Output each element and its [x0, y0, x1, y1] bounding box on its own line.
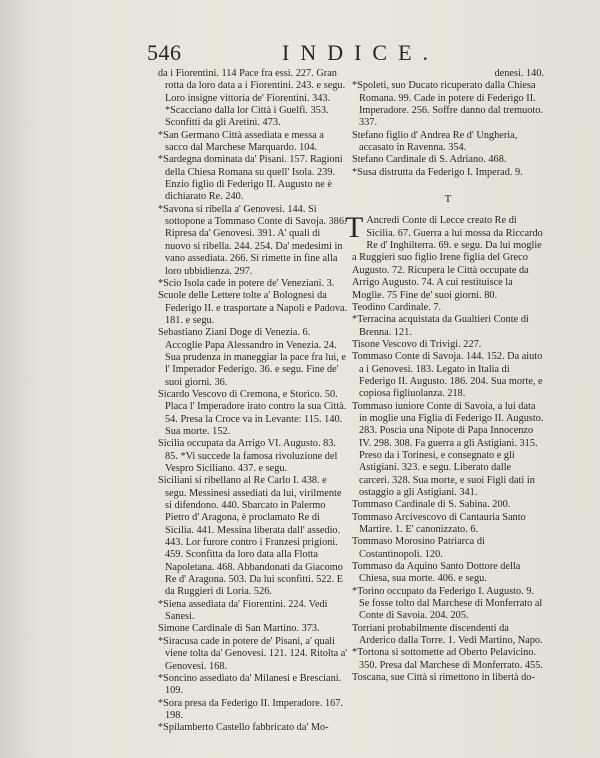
index-entry: Tommaso Morosino Patriarca di Costantinopoli. 120. — [352, 536, 485, 560]
index-entry: *Sora presa da Federigo II. Imperadore. 167. 198. — [158, 697, 343, 721]
index-entry: *Soncino assediato da' Milanesi e Bresciani. 109. — [158, 672, 342, 697]
index-entry: *Tortona si sottomette ad Oberto Pelavicino. 350. Presa dal Marchese di Monferrato. 455. — [352, 647, 543, 671]
index-entry: *Scio Isola cade in potere de' Veneziani. 3. — [158, 277, 335, 289]
index-entry: *Sardegna dominata da' Pisani. 157. Ragioni della Chiesa Romana su quell' Isola. 239. Enzio figlio di Federigo II. Augusto ne è dichiarato Re. 240. — [158, 154, 343, 203]
right-column — [345, 68, 544, 685]
index-entry: Stefano figlio d' Andrea Re d' Ungheria, accasato in Ravenna. 354. — [352, 129, 518, 154]
page-number: 546 — [147, 40, 182, 65]
index-entry — [345, 211, 544, 301]
index-entry: *Savona si ribella a' Genovesi. 144. Si sottopone a Tommaso Conte di Savoja. 386. Ripresa da' Genovesi. 391. A' quali di nuovo si ribella. 244. 254. Da' medesimi in vano assediata. 266. Si rimette in fine alla loro ubbidienza. 297. — [158, 203, 347, 277]
index-entry: *Spilamberto Castello fabbricato da' Mo- — [158, 722, 329, 734]
index-entry: Tommaso Arcivescovo di Cantauria Santo Martire. 1. E' canonizzato. 6. — [352, 511, 526, 536]
index-entry: Simone Cardinale di San Martino. 373. — [158, 623, 320, 635]
index-entry: Torriani probabilmente discendenti da Arderico dalla Torre. 1. Vedi Martino, Napo. — [352, 622, 543, 647]
index-entry: Tommaso da Aquino Santo Dottore della Chiesa, sua morte. 406. e segu. — [352, 561, 521, 585]
index-entry: Scuole delle Lettere tolte a' Bolognesi da Federigo II. e trasportate a Napoli e Padova. 181. e segu. — [158, 290, 348, 326]
index-entry: Siciliani si ribellano al Re Carlo I. 438. e segu. Messinesi assediati da lui, virilmente si difendono. 440. Sbarcato in Palermo Pietro d' Aragona, è proclamato Re di Sicilia. 441. Messina liberata dall' assedio. 443. Lor furore contro i Franzesi prigioni. 459. Sconfitta da loro data alla Flotta Napoletana. 468. Abbandonati da Giacomo Re d' Aragona. 503. Da lui sconfitti. 522. E da Ruggieri di Loria. 526. — [158, 475, 344, 598]
index-entry: Stefano Cardinale di S. Adriano. 468. — [352, 154, 507, 166]
index-entry-text: Ancredi Conte di Lecce creato Re di Sicilia. 67. Guerra a lui mossa da Riccardo Re d' Inghilterra. 69. e segu. Da lui moglie a Ruggieri suo figlio Irene figlia del Greco Augusto. 72. Ricupera le Città occupate da Arrigo Augusto. 74. A cui restituisce la Moglie. 75 Fine de' suoi giorni. 80. — [352, 215, 543, 301]
index-entry: Teodino Cardinale. 7. — [352, 301, 442, 313]
index-entry: *Terracina acquistata da Gualtieri Conte di Brenna. 121. — [352, 314, 529, 338]
index-entry: Tommaso iuniore Conte di Savoia, a lui data in moglie una Figlia di Federigo II. Augusto. 283. Poscia una Nipote di Papa Innocenzo IV. 298. 308. Fa guerra a gli Astigiani. 315. Preso da i Torinesi, e consegnato e gli Astigiani. 323. e segu. Liberato dalle carceri. 328. Sua morte, e suoi Figli dati in ostaggio a gli Astigiani. 341. — [352, 400, 544, 498]
index-entry: Sicardo Vescovo di Cremona, e Storico. 50. Placa l' Imperadore irato contro la sua Città. 54. Presa la Croce va in Levante: 115. 140. Sua morte. 152. — [158, 388, 347, 437]
index-entry: Sicilia occupata da Arrigo VI. Augusto. 83. 85. *Vi succede la famosa rivoluzione del Vespro Siciliano. 437. e segu. — [158, 438, 338, 474]
index-entry: Tisone Vescovo di Trivigi. 227. — [352, 338, 482, 350]
index-entry: *Spoleti, suo Ducato ricuperato dalla Chiesa Romana. 99. Cade in potere di Federigo II. Imperadore. 256. Soffre danno dal tremuoto. 337. — [352, 80, 543, 129]
section-letter: T — [444, 193, 452, 206]
index-entry: *Siena assediata da' Fiorentini. 224. Vedi Sanesi. — [158, 598, 328, 623]
left-column — [158, 68, 348, 735]
index-entry: Toscana, sue Città si rimettono in libertà do- — [352, 672, 535, 684]
index-entry-continuation: denesi. 140. — [494, 68, 544, 79]
index-entry: *Torino occupato da Federigo I. Augusto. 9. Se fosse tolto dal Marchese di Monferrato al Conte di Savoia. 204. 205. — [352, 585, 543, 622]
index-entry: *Susa distrutta da Federigo I. Imperad. 9. — [352, 166, 523, 178]
running-head: INDICE. — [282, 40, 440, 65]
index-entry: Tommaso Cardinale di S. Sabina. 200. — [352, 499, 511, 511]
drop-cap: T — [345, 211, 364, 245]
index-entry: da i Fiorentini. 114 Pace fra essi. 227. Gran rotta da loro data a i Fiorentini. 243. e segu. Loro insigne vittoria de' Fiorentini. 343. *Scacciano dalla lor Città i Guelfi. 353. Sconfitti da gli Aretini. 473. — [158, 68, 346, 129]
index-entry: Sebastiano Ziani Doge di Venezia. 6. Accoglie Papa Alessandro in Venezia. 24. Sua prudenza in maneggiar la pace fra lui, e l' Imperador Federigo. 36. e segu. Fine de' suoi giorni. 36. — [158, 327, 346, 388]
index-entry: *Siracusa cade in potere de' Pisani, a' quali viene tolta da' Genovesi. 121. 124. Ritolta a' Genovesi. 168. — [158, 635, 348, 672]
index-entry: *San Germano Città assediata e messa a sacco dal Marchese Marquardo. 104. — [158, 129, 324, 154]
index-entry: Tommaso Conte di Savoja. 144. 152. Da aiuto a i Genovesi. 183. Legato in Italia di Federigo II. Augusto. 186. 204. Sua morte, e copiosa figliuolanza. 218. — [352, 351, 543, 400]
